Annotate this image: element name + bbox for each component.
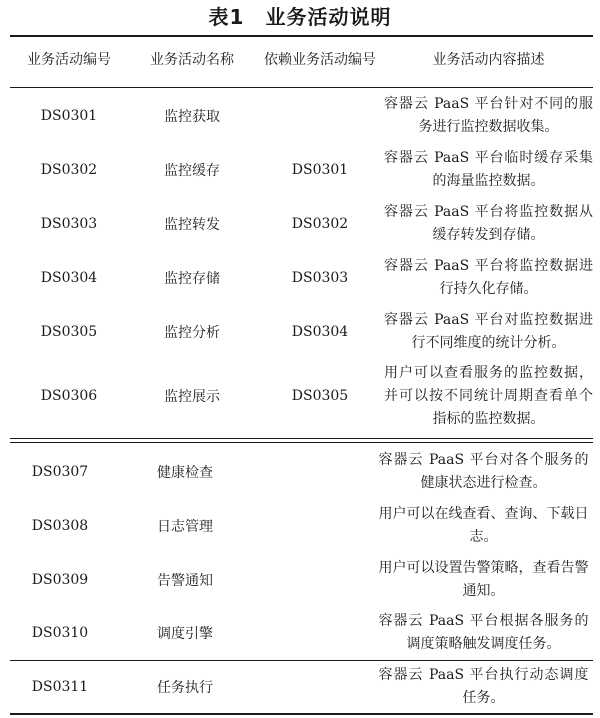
- section-divider-rule: [10, 438, 593, 443]
- activity-description: 容器云 PaaS 平台临时缓存采集的海量监控数据。: [384, 150, 593, 189]
- table-row: [10, 305, 593, 359]
- activity-id: DS0311: [31, 679, 89, 695]
- dependency-id: DS0301: [291, 162, 349, 178]
- dependency-id: DS0304: [291, 324, 349, 340]
- table-row: [10, 445, 593, 499]
- activity-description: 容器云 PaaS 平台针对不同的服务进行监控数据收集。: [384, 96, 593, 135]
- table-row: [10, 197, 593, 251]
- activity-id: DS0301: [40, 108, 98, 124]
- dependency-id: [260, 445, 370, 499]
- dependency-id: [260, 499, 370, 553]
- dependency-id: DS0302: [291, 216, 349, 232]
- activity-name: 监控缓存: [164, 163, 220, 179]
- table-row: [10, 143, 593, 197]
- dependency-id: [260, 662, 370, 712]
- activity-name: 健康检查: [157, 465, 213, 481]
- header-activity-name: 业务活动名称: [150, 52, 234, 68]
- activity-description: 容器云 PaaS 平台执行动态调度任务。: [378, 667, 589, 706]
- dependency-id: [256, 89, 384, 143]
- top-rule: [10, 35, 593, 37]
- table-row: [10, 359, 593, 433]
- activity-name: 告警通知: [157, 573, 213, 589]
- row-divider-rule: [10, 660, 593, 661]
- activity-description: 容器云 PaaS 平台对监控数据进行不同维度的统计分析。: [384, 312, 593, 351]
- activity-description: 用户可以在线查看、查询、下载日志。: [378, 506, 589, 545]
- activity-name: 监控转发: [164, 217, 220, 233]
- activity-description: 容器云 PaaS 平台将监控数据进行持久化存储。: [384, 258, 593, 297]
- table-header: [10, 38, 593, 82]
- header-activity-id: 业务活动编号: [27, 52, 111, 68]
- activity-id: DS0308: [31, 518, 89, 534]
- table-row: [10, 499, 593, 553]
- activity-description: 用户可以设置告警策略，查看告警通知。: [378, 560, 589, 599]
- activity-id: DS0306: [40, 388, 98, 404]
- table-row: [10, 553, 593, 607]
- activity-name: 任务执行: [157, 680, 213, 696]
- activity-name: 日志管理: [157, 519, 213, 535]
- table-row: [10, 662, 593, 712]
- table-row: [10, 89, 593, 143]
- activity-id: DS0302: [40, 162, 98, 178]
- activity-id: DS0309: [31, 572, 89, 588]
- activity-description: 容器云 PaaS 平台将监控数据从缓存转发到存储。: [384, 204, 593, 243]
- header-description: 业务活动内容描述: [432, 52, 545, 68]
- header-dependency-id: 依赖业务活动编号: [264, 52, 376, 68]
- dependency-id: [260, 607, 370, 659]
- dependency-id: DS0305: [291, 388, 349, 404]
- activity-name: 监控展示: [164, 389, 220, 405]
- dependency-id: [260, 553, 370, 607]
- activity-id: DS0310: [31, 625, 89, 641]
- activity-id: DS0307: [31, 464, 89, 480]
- table-row: [10, 607, 593, 659]
- activity-description: 用户可以查看服务的监控数据，并可以按不同统计周期查看单个指标的监控数据。: [384, 364, 593, 427]
- bottom-rule: [10, 713, 593, 715]
- activity-id: DS0304: [40, 270, 98, 286]
- table-row: [10, 251, 593, 305]
- activity-description: 容器云 PaaS 平台对各个服务的健康状态进行检查。: [378, 452, 589, 491]
- activity-name: 调度引擎: [157, 626, 213, 642]
- header-rule: [10, 87, 593, 88]
- activity-id: DS0303: [40, 216, 98, 232]
- activity-description: 容器云 PaaS 平台根据各服务的调度策略触发调度任务。: [378, 613, 589, 652]
- activity-name: 监控分析: [164, 325, 220, 341]
- dependency-id: DS0303: [291, 270, 349, 286]
- activity-id: DS0305: [40, 324, 98, 340]
- activity-name: 监控获取: [164, 109, 220, 125]
- table-title: 表1 业务活动说明: [208, 5, 392, 29]
- activity-name: 监控存储: [164, 271, 220, 287]
